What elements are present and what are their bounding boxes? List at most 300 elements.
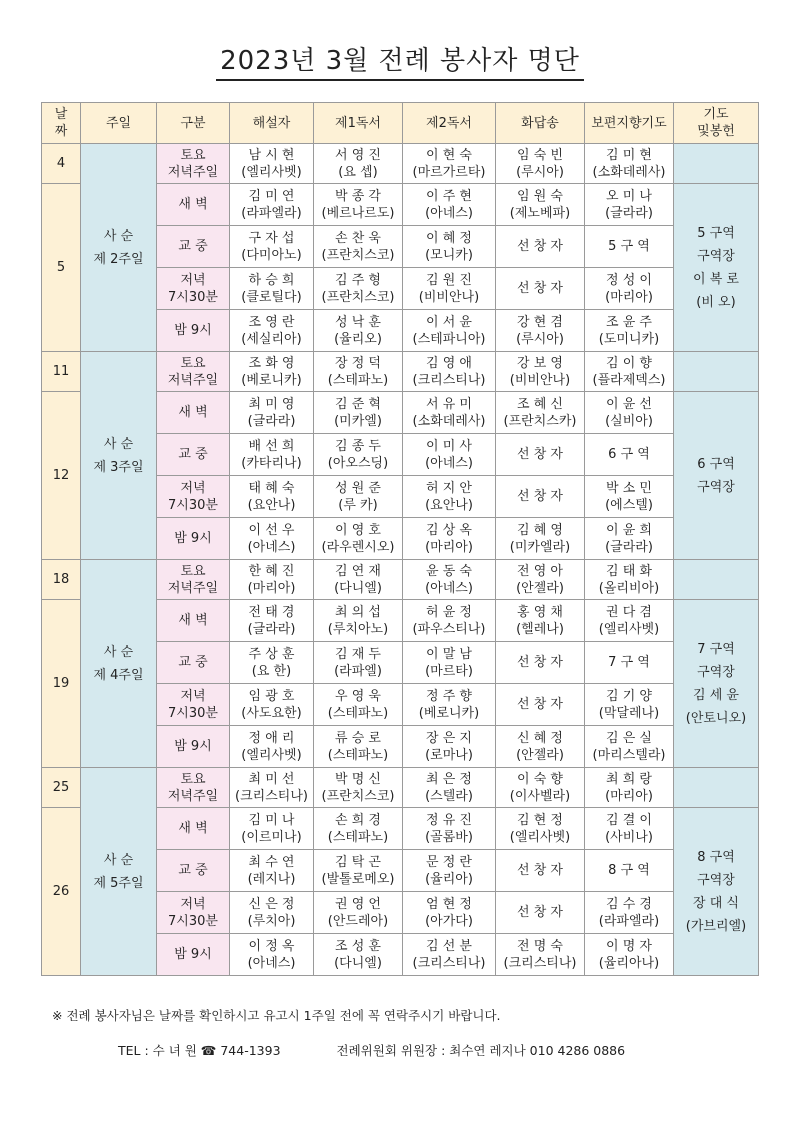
page-title: 2023년 3월 전례 봉사자 명단 bbox=[0, 40, 800, 77]
cell-line: (글라라) bbox=[247, 621, 296, 637]
cell-line: 조 성 훈 bbox=[335, 938, 381, 954]
reader2-cell bbox=[403, 768, 496, 808]
commentator-cell bbox=[230, 600, 314, 642]
cell-line: (요 셉) bbox=[338, 164, 378, 180]
reader1-cell bbox=[314, 268, 403, 310]
cell-line: 성 원 준 bbox=[335, 480, 381, 496]
cell-line: (모니카) bbox=[425, 247, 473, 263]
header-intercession: 보편지향기도 bbox=[585, 103, 674, 144]
cell-line: (라우렌시오) bbox=[321, 539, 395, 555]
cell-line: 권 다 겸 bbox=[606, 604, 652, 620]
psalm-cell bbox=[496, 144, 585, 184]
cell-line: (소화데레사) bbox=[592, 164, 666, 180]
psalm-cell bbox=[496, 642, 585, 684]
cell-line: (프란치스카) bbox=[503, 413, 577, 429]
cell-line: 토요 bbox=[180, 147, 206, 163]
cell-line: 밤 9시 bbox=[174, 739, 212, 754]
cell-line: (아오스딩) bbox=[327, 455, 389, 471]
intercession-cell bbox=[585, 310, 674, 352]
cell-line: 김 수 경 bbox=[606, 896, 652, 912]
cell-line: (마르가르타) bbox=[412, 164, 486, 180]
cell-line: (요안나) bbox=[425, 497, 473, 513]
cell-line: 김 미 연 bbox=[248, 188, 295, 204]
intercession-cell bbox=[585, 352, 674, 392]
commentator-cell bbox=[230, 476, 314, 518]
reader1-cell bbox=[314, 892, 403, 934]
cell-line: 7시30분 bbox=[168, 913, 218, 929]
cell-line: 선 창 자 bbox=[517, 863, 563, 878]
cell-line: (프란치스코) bbox=[321, 247, 395, 263]
reader1-cell bbox=[314, 310, 403, 352]
intercession-cell bbox=[585, 518, 674, 560]
reader1-cell bbox=[314, 392, 403, 434]
cell-line: (도미니카) bbox=[598, 331, 660, 347]
commentator-cell bbox=[230, 726, 314, 768]
cell-line: 토요 bbox=[180, 563, 206, 579]
cell-line: 날 bbox=[54, 107, 68, 122]
cell-line: (글라라) bbox=[605, 539, 653, 555]
reader1-cell bbox=[314, 518, 403, 560]
reader1-cell bbox=[314, 352, 403, 392]
intercession-cell bbox=[585, 560, 674, 600]
cell-line: 최 미 선 bbox=[248, 771, 295, 787]
cell-line: 7시30분 bbox=[168, 289, 218, 305]
cell-line: 저녁주일 bbox=[167, 372, 219, 388]
cell-line: (스테파니아) bbox=[412, 331, 486, 347]
cell-line: (라파엘) bbox=[334, 663, 382, 679]
cell-line: 선 창 자 bbox=[517, 697, 563, 712]
cell-line: 구역장 bbox=[697, 664, 735, 680]
cell-line: 5 구 역 bbox=[608, 239, 650, 254]
reader2-cell bbox=[403, 352, 496, 392]
cell-line: (엘리사벳) bbox=[241, 747, 302, 763]
cell-line: (스텔라) bbox=[425, 788, 473, 804]
cell-line: 이 혜 정 bbox=[426, 230, 472, 246]
mass-time bbox=[157, 476, 230, 518]
reader2-cell bbox=[403, 726, 496, 768]
cell-line: 김 종 두 bbox=[335, 438, 381, 454]
prayer-offering bbox=[674, 808, 759, 976]
cell-line: (아가다) bbox=[425, 913, 473, 929]
cell-line: 하 승 희 bbox=[248, 272, 295, 288]
cell-line: 장 정 덕 bbox=[335, 355, 381, 371]
psalm-cell bbox=[496, 392, 585, 434]
cell-line: (로마나) bbox=[425, 747, 473, 763]
cell-line: (루 카) bbox=[338, 497, 378, 513]
mass-time bbox=[157, 934, 230, 976]
cell-line: 전 태 경 bbox=[248, 604, 295, 620]
header-gubun: 구분 bbox=[157, 103, 230, 144]
cell-line: (요안나) bbox=[247, 497, 296, 513]
cell-line: 교 중 bbox=[178, 447, 208, 462]
cell-line: (소화데레사) bbox=[412, 413, 486, 429]
cell-line: 7 구역 bbox=[697, 641, 735, 657]
cell-line: 허 지 안 bbox=[426, 480, 472, 496]
cell-line: 임 숙 빈 bbox=[517, 147, 563, 163]
reader2-cell bbox=[403, 934, 496, 976]
psalm-cell bbox=[496, 808, 585, 850]
cell-line: (제노베파) bbox=[509, 205, 571, 221]
cell-line: 6 구 역 bbox=[608, 447, 650, 462]
sunday-date: 19 bbox=[42, 600, 81, 768]
cell-line: 밤 9시 bbox=[174, 531, 212, 546]
sunday-label bbox=[81, 768, 157, 976]
cell-line: 제 2주일 bbox=[93, 251, 144, 267]
cell-line: 구역장 bbox=[697, 479, 735, 495]
sunday-label bbox=[81, 352, 157, 560]
cell-line: 이 명 자 bbox=[606, 938, 652, 954]
psalm-cell bbox=[496, 850, 585, 892]
cell-line: 제 5주일 bbox=[93, 875, 144, 891]
intercession-cell bbox=[585, 476, 674, 518]
cell-line: 저녁주일 bbox=[167, 788, 219, 804]
cell-line: (세실리아) bbox=[241, 331, 302, 347]
mass-time bbox=[157, 768, 230, 808]
reader2-cell bbox=[403, 850, 496, 892]
cell-line: (글라라) bbox=[247, 413, 296, 429]
cell-line: (루시아) bbox=[516, 164, 564, 180]
cell-line: 이 숙 향 bbox=[517, 771, 563, 787]
cell-line: 짜 bbox=[54, 124, 68, 139]
sunday-date: 12 bbox=[42, 392, 81, 560]
reader2-cell bbox=[403, 184, 496, 226]
cell-line: 이 주 현 bbox=[426, 188, 472, 204]
psalm-cell bbox=[496, 934, 585, 976]
psalm-cell bbox=[496, 310, 585, 352]
cell-line: 우 영 욱 bbox=[335, 688, 381, 704]
cell-line: 구 자 섭 bbox=[248, 230, 295, 246]
cell-line: 강 현 겸 bbox=[517, 314, 563, 330]
cell-line: 이 정 옥 bbox=[248, 938, 295, 954]
cell-line: 김 재 두 bbox=[335, 646, 381, 662]
cell-line: 배 선 희 bbox=[248, 438, 295, 454]
reader2-cell bbox=[403, 560, 496, 600]
cell-line: (루치아) bbox=[247, 913, 296, 929]
cell-line: (클로틸다) bbox=[241, 289, 302, 305]
commentator-cell bbox=[230, 934, 314, 976]
cell-line: 7시30분 bbox=[168, 497, 218, 513]
cell-line: 허 윤 정 bbox=[426, 604, 472, 620]
cell-line: 장 대 식 bbox=[693, 895, 739, 911]
psalm-cell bbox=[496, 434, 585, 476]
reader2-cell bbox=[403, 476, 496, 518]
header-prayer bbox=[674, 103, 759, 144]
cell-line: 김 이 향 bbox=[606, 355, 652, 371]
cell-line: (엘리사벳) bbox=[241, 164, 302, 180]
cell-line: (마리아) bbox=[247, 580, 296, 596]
prayer-offering-sat bbox=[674, 144, 759, 184]
intercession-cell bbox=[585, 434, 674, 476]
cell-line: (크리스티나) bbox=[412, 955, 486, 971]
reader2-cell bbox=[403, 310, 496, 352]
cell-line: 김 주 형 bbox=[335, 272, 381, 288]
cell-line: 선 창 자 bbox=[517, 905, 563, 920]
cell-line: (헬레나) bbox=[516, 621, 564, 637]
cell-line: 강 보 영 bbox=[517, 355, 563, 371]
cell-line: (에스텔) bbox=[605, 497, 653, 513]
cell-line: (크리스티나) bbox=[235, 788, 308, 804]
cell-line: 새 벽 bbox=[178, 405, 208, 420]
psalm-cell bbox=[496, 684, 585, 726]
cell-line: 8 구역 bbox=[697, 849, 735, 865]
cell-line: 김 세 윤 bbox=[693, 687, 739, 703]
cell-line: 정 유 진 bbox=[426, 812, 472, 828]
saturday-date: 4 bbox=[42, 144, 81, 184]
cell-line: (율리아) bbox=[425, 871, 473, 887]
cell-line: (엘리사벳) bbox=[509, 829, 571, 845]
footer-note: ※ 전례 봉사자님은 날짜를 확인하시고 유고시 1주일 전에 꼭 연락주시기 바랍니다. bbox=[52, 1008, 501, 1023]
psalm-cell bbox=[496, 518, 585, 560]
cell-line: 제 3주일 bbox=[93, 459, 144, 475]
prayer-offering-sat bbox=[674, 560, 759, 600]
saturday-date: 11 bbox=[42, 352, 81, 392]
prayer-offering-sat bbox=[674, 768, 759, 808]
cell-line: 밤 9시 bbox=[174, 323, 212, 338]
cell-line: 김 상 옥 bbox=[426, 522, 472, 538]
reader1-cell bbox=[314, 560, 403, 600]
cell-line: (스테파노) bbox=[327, 747, 389, 763]
cell-line: (비비안나) bbox=[418, 289, 480, 305]
cell-line: 사 순 bbox=[103, 228, 134, 244]
psalm-cell bbox=[496, 268, 585, 310]
cell-line: (발톨로메오) bbox=[321, 871, 395, 887]
mass-time bbox=[157, 642, 230, 684]
cell-line: 사 순 bbox=[103, 644, 134, 660]
commentator-cell bbox=[230, 144, 314, 184]
saturday-date: 25 bbox=[42, 768, 81, 808]
cell-line: 조 혜 신 bbox=[517, 396, 563, 412]
saturday-date: 18 bbox=[42, 560, 81, 600]
cell-line: 임 광 호 bbox=[248, 688, 295, 704]
table-row bbox=[42, 352, 759, 392]
cell-line: (마르타) bbox=[425, 663, 473, 679]
cell-line: 교 중 bbox=[178, 239, 208, 254]
prayer-offering bbox=[674, 392, 759, 560]
cell-line: 최 미 영 bbox=[248, 396, 295, 412]
intercession-cell bbox=[585, 684, 674, 726]
cell-line: (프란치스코) bbox=[321, 289, 395, 305]
cell-line: 및봉헌 bbox=[697, 124, 735, 139]
reader2-cell bbox=[403, 892, 496, 934]
cell-line: (루시아) bbox=[516, 331, 564, 347]
cell-line: (프란치스코) bbox=[321, 788, 395, 804]
cell-line: 조 영 란 bbox=[248, 314, 295, 330]
reader2-cell bbox=[403, 684, 496, 726]
cell-line: 류 승 로 bbox=[335, 730, 381, 746]
reader1-cell bbox=[314, 600, 403, 642]
cell-line: 기도 bbox=[703, 107, 729, 122]
cell-line: 임 원 숙 bbox=[517, 188, 563, 204]
cell-line: 한 혜 진 bbox=[248, 563, 295, 579]
cell-line: 김 영 애 bbox=[426, 355, 472, 371]
header-commentator: 해설자 bbox=[230, 103, 314, 144]
intercession-cell bbox=[585, 184, 674, 226]
reader1-cell bbox=[314, 226, 403, 268]
mass-time bbox=[157, 268, 230, 310]
cell-line: 선 창 자 bbox=[517, 281, 563, 296]
cell-line: 박 종 각 bbox=[335, 188, 381, 204]
table-row bbox=[42, 560, 759, 600]
psalm-cell bbox=[496, 768, 585, 808]
psalm-cell bbox=[496, 726, 585, 768]
cell-line: 김 선 분 bbox=[426, 938, 472, 954]
cell-line: 최 희 랑 bbox=[606, 771, 652, 787]
cell-line: (올리비아) bbox=[598, 580, 660, 596]
prayer-offering bbox=[674, 600, 759, 768]
cell-line: 이 윤 선 bbox=[606, 396, 652, 412]
cell-line: 사 순 bbox=[103, 436, 134, 452]
mass-time bbox=[157, 184, 230, 226]
psalm-cell bbox=[496, 352, 585, 392]
cell-line: 최 수 연 bbox=[248, 854, 295, 870]
commentator-cell bbox=[230, 768, 314, 808]
cell-line: 8 구 역 bbox=[608, 863, 650, 878]
cell-line: 저녁 bbox=[180, 480, 206, 496]
intercession-cell bbox=[585, 642, 674, 684]
cell-line: (가브리엘) bbox=[685, 918, 747, 934]
cell-line: (이르미나) bbox=[241, 829, 302, 845]
psalm-cell bbox=[496, 184, 585, 226]
footer-contact bbox=[118, 1041, 625, 1059]
mass-time bbox=[157, 518, 230, 560]
header-week: 주일 bbox=[81, 103, 157, 144]
cell-line: (플라제덱스) bbox=[592, 372, 666, 388]
cell-line: 밤 9시 bbox=[174, 947, 212, 962]
cell-line: 남 시 현 bbox=[248, 147, 295, 163]
cell-line: 주 상 훈 bbox=[248, 646, 295, 662]
cell-line: (골롬바) bbox=[425, 829, 473, 845]
cell-line: 저녁 bbox=[180, 896, 206, 912]
commentator-cell bbox=[230, 434, 314, 476]
cell-line: 김 미 나 bbox=[248, 812, 295, 828]
cell-line: 김 결 이 bbox=[606, 812, 652, 828]
cell-line: (파우스티나) bbox=[412, 621, 486, 637]
mass-time bbox=[157, 600, 230, 642]
reader2-cell bbox=[403, 434, 496, 476]
cell-line: (글라라) bbox=[605, 205, 653, 221]
cell-line: 선 창 자 bbox=[517, 447, 563, 462]
cell-line: 신 혜 정 bbox=[517, 730, 563, 746]
reader1-cell bbox=[314, 934, 403, 976]
intercession-cell bbox=[585, 726, 674, 768]
cell-line: 김 미 현 bbox=[606, 147, 652, 163]
convent-phone: TEL : 수 녀 원 ☎ 744-1393 bbox=[118, 1043, 281, 1058]
cell-line: 전 영 아 bbox=[517, 563, 563, 579]
cell-line: 김 원 진 bbox=[426, 272, 472, 288]
cell-line: (베로니카) bbox=[418, 705, 480, 721]
cell-line: (라파엘라) bbox=[241, 205, 302, 221]
cell-line: (다니엘) bbox=[334, 955, 382, 971]
reader1-cell bbox=[314, 184, 403, 226]
cell-line: 선 창 자 bbox=[517, 489, 563, 504]
sunday-label bbox=[81, 144, 157, 352]
cell-line: (사도요한) bbox=[241, 705, 302, 721]
cell-line: 권 영 언 bbox=[335, 896, 381, 912]
cell-line: 김 탁 곤 bbox=[335, 854, 381, 870]
mass-time bbox=[157, 226, 230, 268]
cell-line: 이 말 남 bbox=[426, 646, 472, 662]
intercession-cell bbox=[585, 392, 674, 434]
cell-line: 태 혜 숙 bbox=[248, 480, 295, 496]
mass-time bbox=[157, 850, 230, 892]
psalm-cell bbox=[496, 476, 585, 518]
cell-line: 박 소 민 bbox=[606, 480, 652, 496]
cell-line: 이 현 숙 bbox=[426, 147, 472, 163]
cell-line: (실비아) bbox=[605, 413, 653, 429]
cell-line: (스테파노) bbox=[327, 705, 389, 721]
cell-line: 6 구역 bbox=[697, 456, 735, 472]
cell-line: (아네스) bbox=[425, 580, 473, 596]
commentator-cell bbox=[230, 850, 314, 892]
table-row bbox=[42, 768, 759, 808]
cell-line: (율리오) bbox=[334, 331, 382, 347]
cell-line: 이 선 우 bbox=[248, 522, 295, 538]
intercession-cell bbox=[585, 268, 674, 310]
reader1-cell bbox=[314, 684, 403, 726]
cell-line: 저녁주일 bbox=[167, 164, 219, 180]
cell-line: 오 미 나 bbox=[606, 188, 652, 204]
cell-line: 구역장 bbox=[697, 872, 735, 888]
commentator-cell bbox=[230, 184, 314, 226]
reader2-cell bbox=[403, 808, 496, 850]
cell-line: 이 윤 희 bbox=[606, 522, 652, 538]
intercession-cell bbox=[585, 144, 674, 184]
cell-line: 이 서 윤 bbox=[426, 314, 472, 330]
prayer-offering-sat bbox=[674, 352, 759, 392]
reader1-cell bbox=[314, 434, 403, 476]
cell-line: (안드레아) bbox=[327, 913, 389, 929]
cell-line: 제 4주일 bbox=[93, 667, 144, 683]
cell-line: 이 복 로 bbox=[693, 271, 739, 287]
psalm-cell bbox=[496, 226, 585, 268]
cell-line: 7 구 역 bbox=[608, 655, 650, 670]
cell-line: (마리아) bbox=[605, 289, 653, 305]
reader2-cell bbox=[403, 392, 496, 434]
cell-line: 새 벽 bbox=[178, 613, 208, 628]
commentator-cell bbox=[230, 352, 314, 392]
intercession-cell bbox=[585, 226, 674, 268]
sunday-label bbox=[81, 560, 157, 768]
cell-line: 신 은 정 bbox=[248, 896, 295, 912]
cell-line: 정 주 향 bbox=[426, 688, 472, 704]
mass-time bbox=[157, 560, 230, 600]
reader1-cell bbox=[314, 768, 403, 808]
cell-line: 김 기 양 bbox=[606, 688, 652, 704]
cell-line: 서 영 진 bbox=[335, 147, 381, 163]
commentator-cell bbox=[230, 684, 314, 726]
cell-line: 선 창 자 bbox=[517, 655, 563, 670]
commentator-cell bbox=[230, 642, 314, 684]
cell-line: (다니엘) bbox=[334, 580, 382, 596]
cell-line: (안토니오) bbox=[685, 710, 747, 726]
intercession-cell bbox=[585, 850, 674, 892]
intercession-cell bbox=[585, 934, 674, 976]
mass-time bbox=[157, 684, 230, 726]
cell-line: 문 정 란 bbox=[426, 854, 472, 870]
mass-time bbox=[157, 808, 230, 850]
commentator-cell bbox=[230, 226, 314, 268]
cell-line: (요 한) bbox=[251, 663, 292, 679]
sunday-date: 26 bbox=[42, 808, 81, 976]
cell-line: 손 희 경 bbox=[335, 812, 381, 828]
intercession-cell bbox=[585, 892, 674, 934]
reader1-cell bbox=[314, 476, 403, 518]
schedule-table bbox=[41, 102, 759, 976]
header-date bbox=[42, 103, 81, 144]
commentator-cell bbox=[230, 560, 314, 600]
cell-line: (아네스) bbox=[425, 455, 473, 471]
header-row bbox=[42, 103, 759, 144]
